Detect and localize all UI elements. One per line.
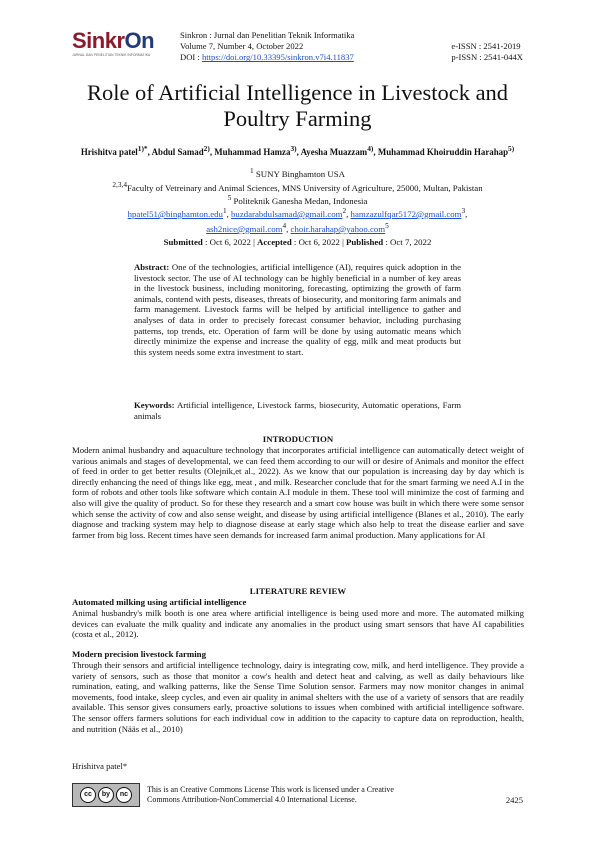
abstract-text: One of the technologies, artificial intelligence (AI), requires quick adoption in the livestock sector. The use of AI technology can be highly beneficial in a number of key areas in the livestock business, including monitoring, forecasting, optimizing the growth of farm animals, contend with pests, diseases, threats of biosecurity, and monitoring farm animals and farm management. Livestock farms will be helped by artificial intelligence to gather and analyses of data in order to precisely forecast consumer behavior, including purchasing patterns, top trends, etc. Operation of farm will be done by using automatic means which directly minimize the expense and increase the quality of egg, milk and meat products but this system needs some extra investment to start. xyxy=(134,262,461,357)
pissn: p-ISSN : 2541-044X xyxy=(451,52,523,63)
author-list: Hrishitva patel$^{1)*}$, Abdul Samad$^{2)}$, Muhammad Hamza$^{3)}$, Ayesha Muazzam$^{4)}$, Muhammad Khoiruddin Harahap$^{5)}$ xyxy=(80,144,515,157)
keywords-text: Artificial intelligence, Livestock farms, biosecurity, Automatic operations, Farm animals xyxy=(134,400,461,421)
author-5: Muhammad Khoiruddin Harahap xyxy=(377,146,509,157)
affiliation-3: $^5$ Politeknik Ganesha Medan, Indonesia xyxy=(227,193,368,206)
author-1: Hrishitva patel xyxy=(80,146,138,157)
precision-farming-text: Through their sensors and artificial intelligence technology, dairy is integrating cow, milk, and herd intelligence. They provide a variety of sensors, such as those that monitor a cow's health and detect heat and calving, as well as daily behaviours like rumination, eating, and walking patterns, like the Sense Time Solution sensor. Farmers may now monitor changes in animal movements, food intake, sleep cycles, and even air quality in animal shelters with the use of a variety of sensors that are readily available. This sensor gives consumers early, proactive solutions to issues when combined with artificial intelligence software. The sensor offers farmers solutions for each individual cow in addition to the capacity to capture data on reproduction, health, and nutrition (Nääs et al., 2010) xyxy=(72,660,524,734)
logo-suffix: On xyxy=(124,28,155,53)
journal-info xyxy=(180,30,354,64)
subsection-precision-farming: Modern precision livestock farming xyxy=(72,649,206,659)
paper-title: Role of Artificial Intelligence in Livestock and Poultry Farming xyxy=(86,80,509,131)
journal-logo xyxy=(72,30,172,64)
eissn: e-ISSN : 2541-2019 xyxy=(451,41,521,51)
cc-icon: cc xyxy=(80,787,96,803)
journal-name: Sinkron : Jurnal dan Penelitian Teknik Informatika xyxy=(180,30,355,40)
logo-prefix: Sinkr xyxy=(72,28,125,53)
email-list: hpatel51@binghamton.edu$^1$, buzdarabdulsamad@gmail.com$^2$, hamzazulfqar5172@gmail.com$^3$, ash2nice@gmail.com$^4$, choir.harahap@yahoo.com$^5$ xyxy=(127,206,468,234)
author-4: Ayesha Muazzam xyxy=(300,146,368,157)
email-link-4[interactable]: ash2nice@gmail.com xyxy=(206,223,283,234)
issn-block xyxy=(451,41,523,63)
email-link-3[interactable]: hamzazulfqar5172@gmail.com xyxy=(350,208,462,219)
automated-milking-text: Animal husbandry's milk booth is one area where artificial intelligence is being used more and more. The automated milking devices can evaluate the milk quality and indicate any anomalies in the product using smart sensors that have AI capabilities (costa et al., 2012). xyxy=(72,608,524,640)
author-3: Muhammad Hamza xyxy=(214,146,291,157)
license-text: This is an Creative Commons License This work is licensed under a Creative Commons Attribution-NonCommercial 4.0 International License. xyxy=(147,785,394,804)
affiliations xyxy=(60,166,535,207)
creative-commons-badge[interactable] xyxy=(72,783,140,807)
doi-label: DOI : xyxy=(180,52,202,63)
email-link-5[interactable]: choir.harahap@yahoo.com xyxy=(290,223,386,234)
journal-volume: Volume 7, Number 4, October 2022 xyxy=(180,41,304,52)
publication-dates: Submitted : Oct 6, 2022 | Accepted : Oct 6, 2022 | Published : Oct 7, 2022 xyxy=(163,237,432,247)
author-2: Abdul Samad xyxy=(151,146,204,157)
subsection-automated-milking: Automated milking using artificial intelligence xyxy=(72,597,247,607)
affiliation-2: $^{2,3,4}$Faculty of Vetreinary and Animal Sciences, MNS University of Agriculture, 25000, Multan, Pakistan xyxy=(112,179,483,193)
email-link-1[interactable]: hpatel51@binghamton.edu xyxy=(127,208,223,219)
doi-link[interactable]: https://doi.org/10.33395/sinkron.v7i4.11837 xyxy=(201,52,354,63)
logo-tagline: JURNAL DAN PENELITIAN TEKNIK INFORMATIKA xyxy=(72,53,151,57)
corresponding-author: Hrishitva patel* xyxy=(72,761,128,771)
introduction-heading: INTRODUCTION xyxy=(262,434,334,444)
keywords-label: Keywords: xyxy=(134,400,175,410)
keywords xyxy=(134,400,461,421)
abstract-label: Abstract: xyxy=(134,262,170,272)
nc-icon: nc xyxy=(116,787,132,803)
literature-heading: LITERATURE REVIEW xyxy=(249,586,347,596)
introduction-text: Modern animal husbandry and aquaculture technology that incorporates artificial intelligence can automatically detect weight of various animals and stages of developmental, we can feed them according to our will or desire of Animals and monitor the effect of feed in order to get better results (Olejnik,et al., 2022). As we know that our population is increasing day by day which is directly enhancing the need of things like egg, meat , and milk. Researcher conclude that for the smart farming we need A.I in the form of robots and other tools like software which contain A.I module in them. These tool will minimize the cost of farming and also will give the quality of product. So for these they research and a smart cow house was built in which there were some sensor which sense the activity of cow and also sense weight, and disease by using artificial intelligence (Blanes et al., 2010). The early diagnose and tracking system may help to diagnose disease at early stage which also help to treat the disease earlier and save farmer from big loss. Recent times have seen demands for increased farm animal production. Many applications for AI xyxy=(72,445,524,540)
affiliation-1: $^1$ SUNY Binghamton USA xyxy=(250,166,345,179)
by-icon: by xyxy=(98,787,114,803)
page-number: 2425 xyxy=(505,795,523,805)
abstract xyxy=(134,262,461,357)
email-link-2[interactable]: buzdarabdulsamad@gmail.com xyxy=(231,208,343,219)
